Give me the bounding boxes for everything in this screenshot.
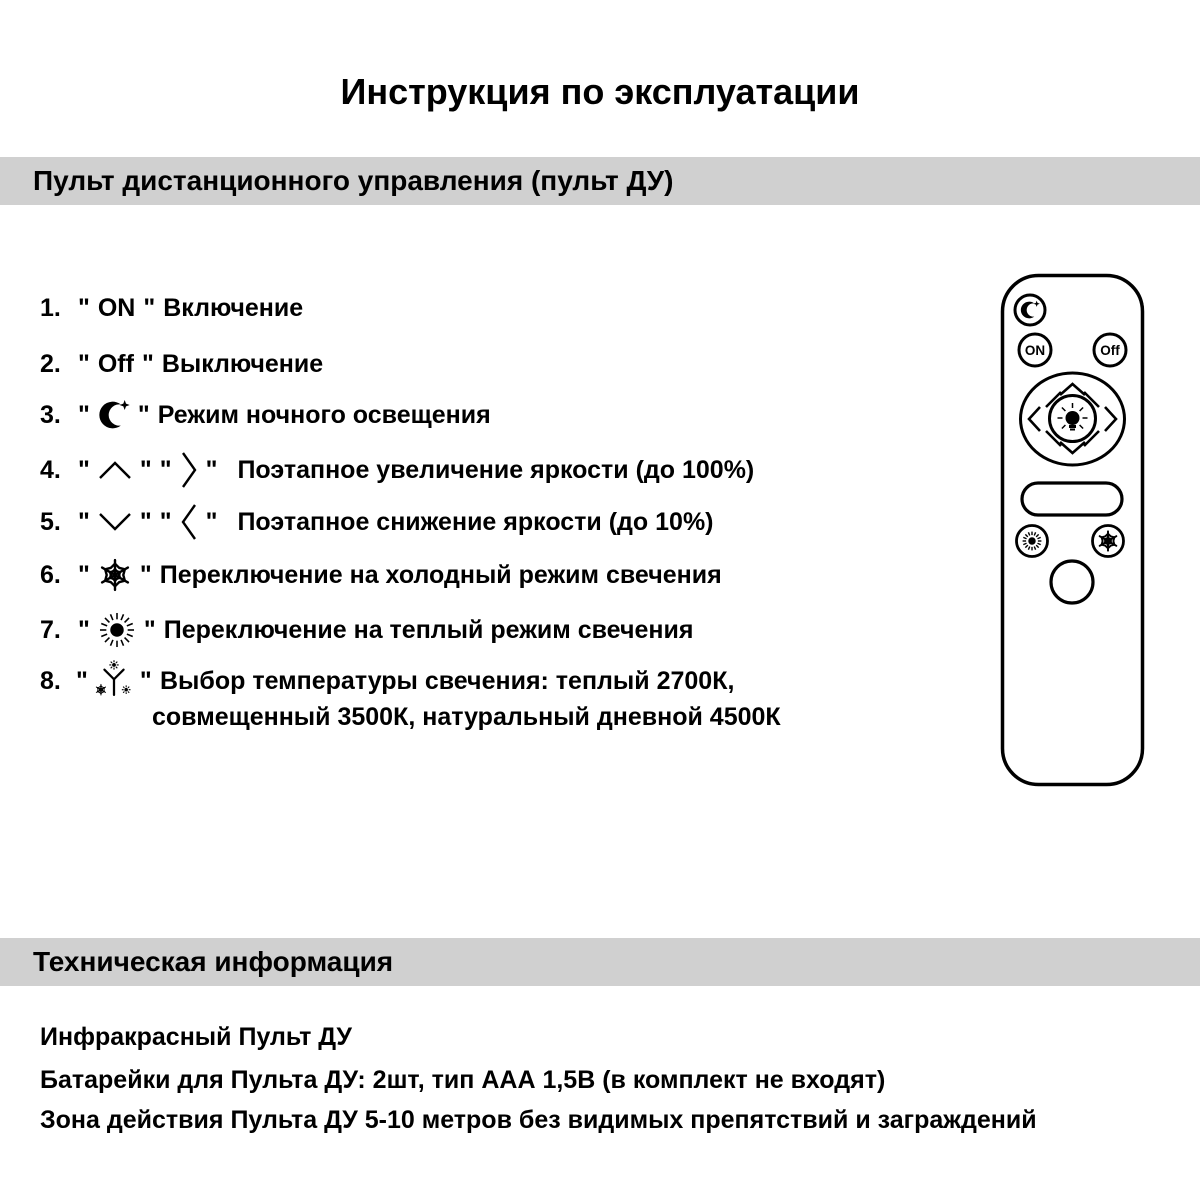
quote-mark: " (78, 293, 90, 322)
section-heading-text: Пульт дистанционного управления (пульт ДУ) (33, 165, 674, 196)
item-label: Переключение на холодный режим свечения (159, 560, 722, 589)
item-label: Режим ночного освещения (157, 400, 491, 429)
on-symbol: ON (97, 293, 136, 322)
off-symbol: Off (97, 349, 134, 378)
quote-mark: " (78, 615, 90, 644)
sun-icon (98, 611, 136, 649)
off-button-label: Off (1100, 343, 1120, 358)
quote-mark: " (137, 400, 150, 429)
quote-mark: " (141, 349, 154, 378)
chevron-right-icon (180, 451, 198, 489)
quote-mark: " (78, 455, 90, 484)
item-label-line2: совмещенный 3500К, натуральный дневной 4500К (152, 703, 781, 731)
instruction-item-on (40, 286, 303, 330)
temperature-select-icon (94, 658, 134, 704)
instruction-item-brightness-up (40, 448, 754, 492)
quote-mark: " (139, 455, 152, 484)
item-label: Поэтапное увеличение яркости (до 100%) (237, 455, 755, 484)
on-button-label: ON (1024, 343, 1046, 358)
quote-mark: " (159, 507, 172, 536)
quote-mark: " (139, 560, 152, 589)
item-number: 8. (40, 666, 61, 695)
quote-mark: " (143, 615, 156, 644)
item-label: Включение (163, 293, 304, 322)
item-label: Выключение (161, 349, 324, 378)
item-label: Выбор температуры свечения: теплый 2700К, (160, 666, 735, 695)
section-header-tech (0, 938, 1200, 986)
instruction-item-brightness-down (40, 500, 714, 544)
snowflake-icon (98, 558, 132, 592)
instruction-item-temperature-select (40, 659, 781, 731)
quote-mark: " (143, 293, 156, 322)
item-number: 2. (40, 349, 61, 378)
quote-mark: " (78, 507, 90, 536)
quote-mark: " (78, 349, 90, 378)
chevron-up-icon (98, 460, 132, 480)
instruction-item-cold-mode (40, 553, 722, 597)
chevron-left-icon (180, 503, 198, 541)
item-label: Переключение на теплый режим свечения (163, 615, 694, 644)
instruction-item-warm-mode (40, 608, 693, 652)
section-heading-text: Техническая информация (33, 946, 394, 977)
tech-info-line: Батарейки для Пульта ДУ: 2шт, тип ААА 1,5В (в комплект не входят) (40, 1066, 886, 1094)
tech-info-line: Инфракрасный Пульт ДУ (40, 1023, 352, 1051)
item-number: 1. (40, 293, 61, 322)
chevron-down-icon (98, 512, 132, 532)
quote-mark: " (139, 666, 152, 695)
item-number: 5. (40, 507, 61, 536)
page-title: Инструкция по эксплуатации (340, 71, 860, 112)
remote-illustration (998, 272, 1146, 793)
item-number: 6. (40, 560, 61, 589)
instruction-item-night-mode (40, 393, 491, 437)
quote-mark: " (78, 560, 90, 589)
item-label: Поэтапное снижение яркости (до 10%) (237, 507, 714, 536)
item-number: 3. (40, 400, 61, 429)
instruction-item-off (40, 342, 323, 386)
quote-mark: " (76, 666, 88, 695)
item-number: 4. (40, 455, 61, 484)
tech-info-line: Зона действия Пульта ДУ 5-10 метров без видимых препятствий и заграждений (40, 1106, 1037, 1134)
quote-mark: " (139, 507, 152, 536)
section-header-remote (0, 157, 1200, 205)
remote-body (1003, 276, 1143, 785)
quote-mark: " (159, 455, 172, 484)
quote-mark: " (78, 400, 90, 429)
item-number: 7. (40, 615, 61, 644)
quote-mark: " (205, 507, 218, 536)
moon-icon (98, 399, 130, 431)
quote-mark: " (205, 455, 218, 484)
